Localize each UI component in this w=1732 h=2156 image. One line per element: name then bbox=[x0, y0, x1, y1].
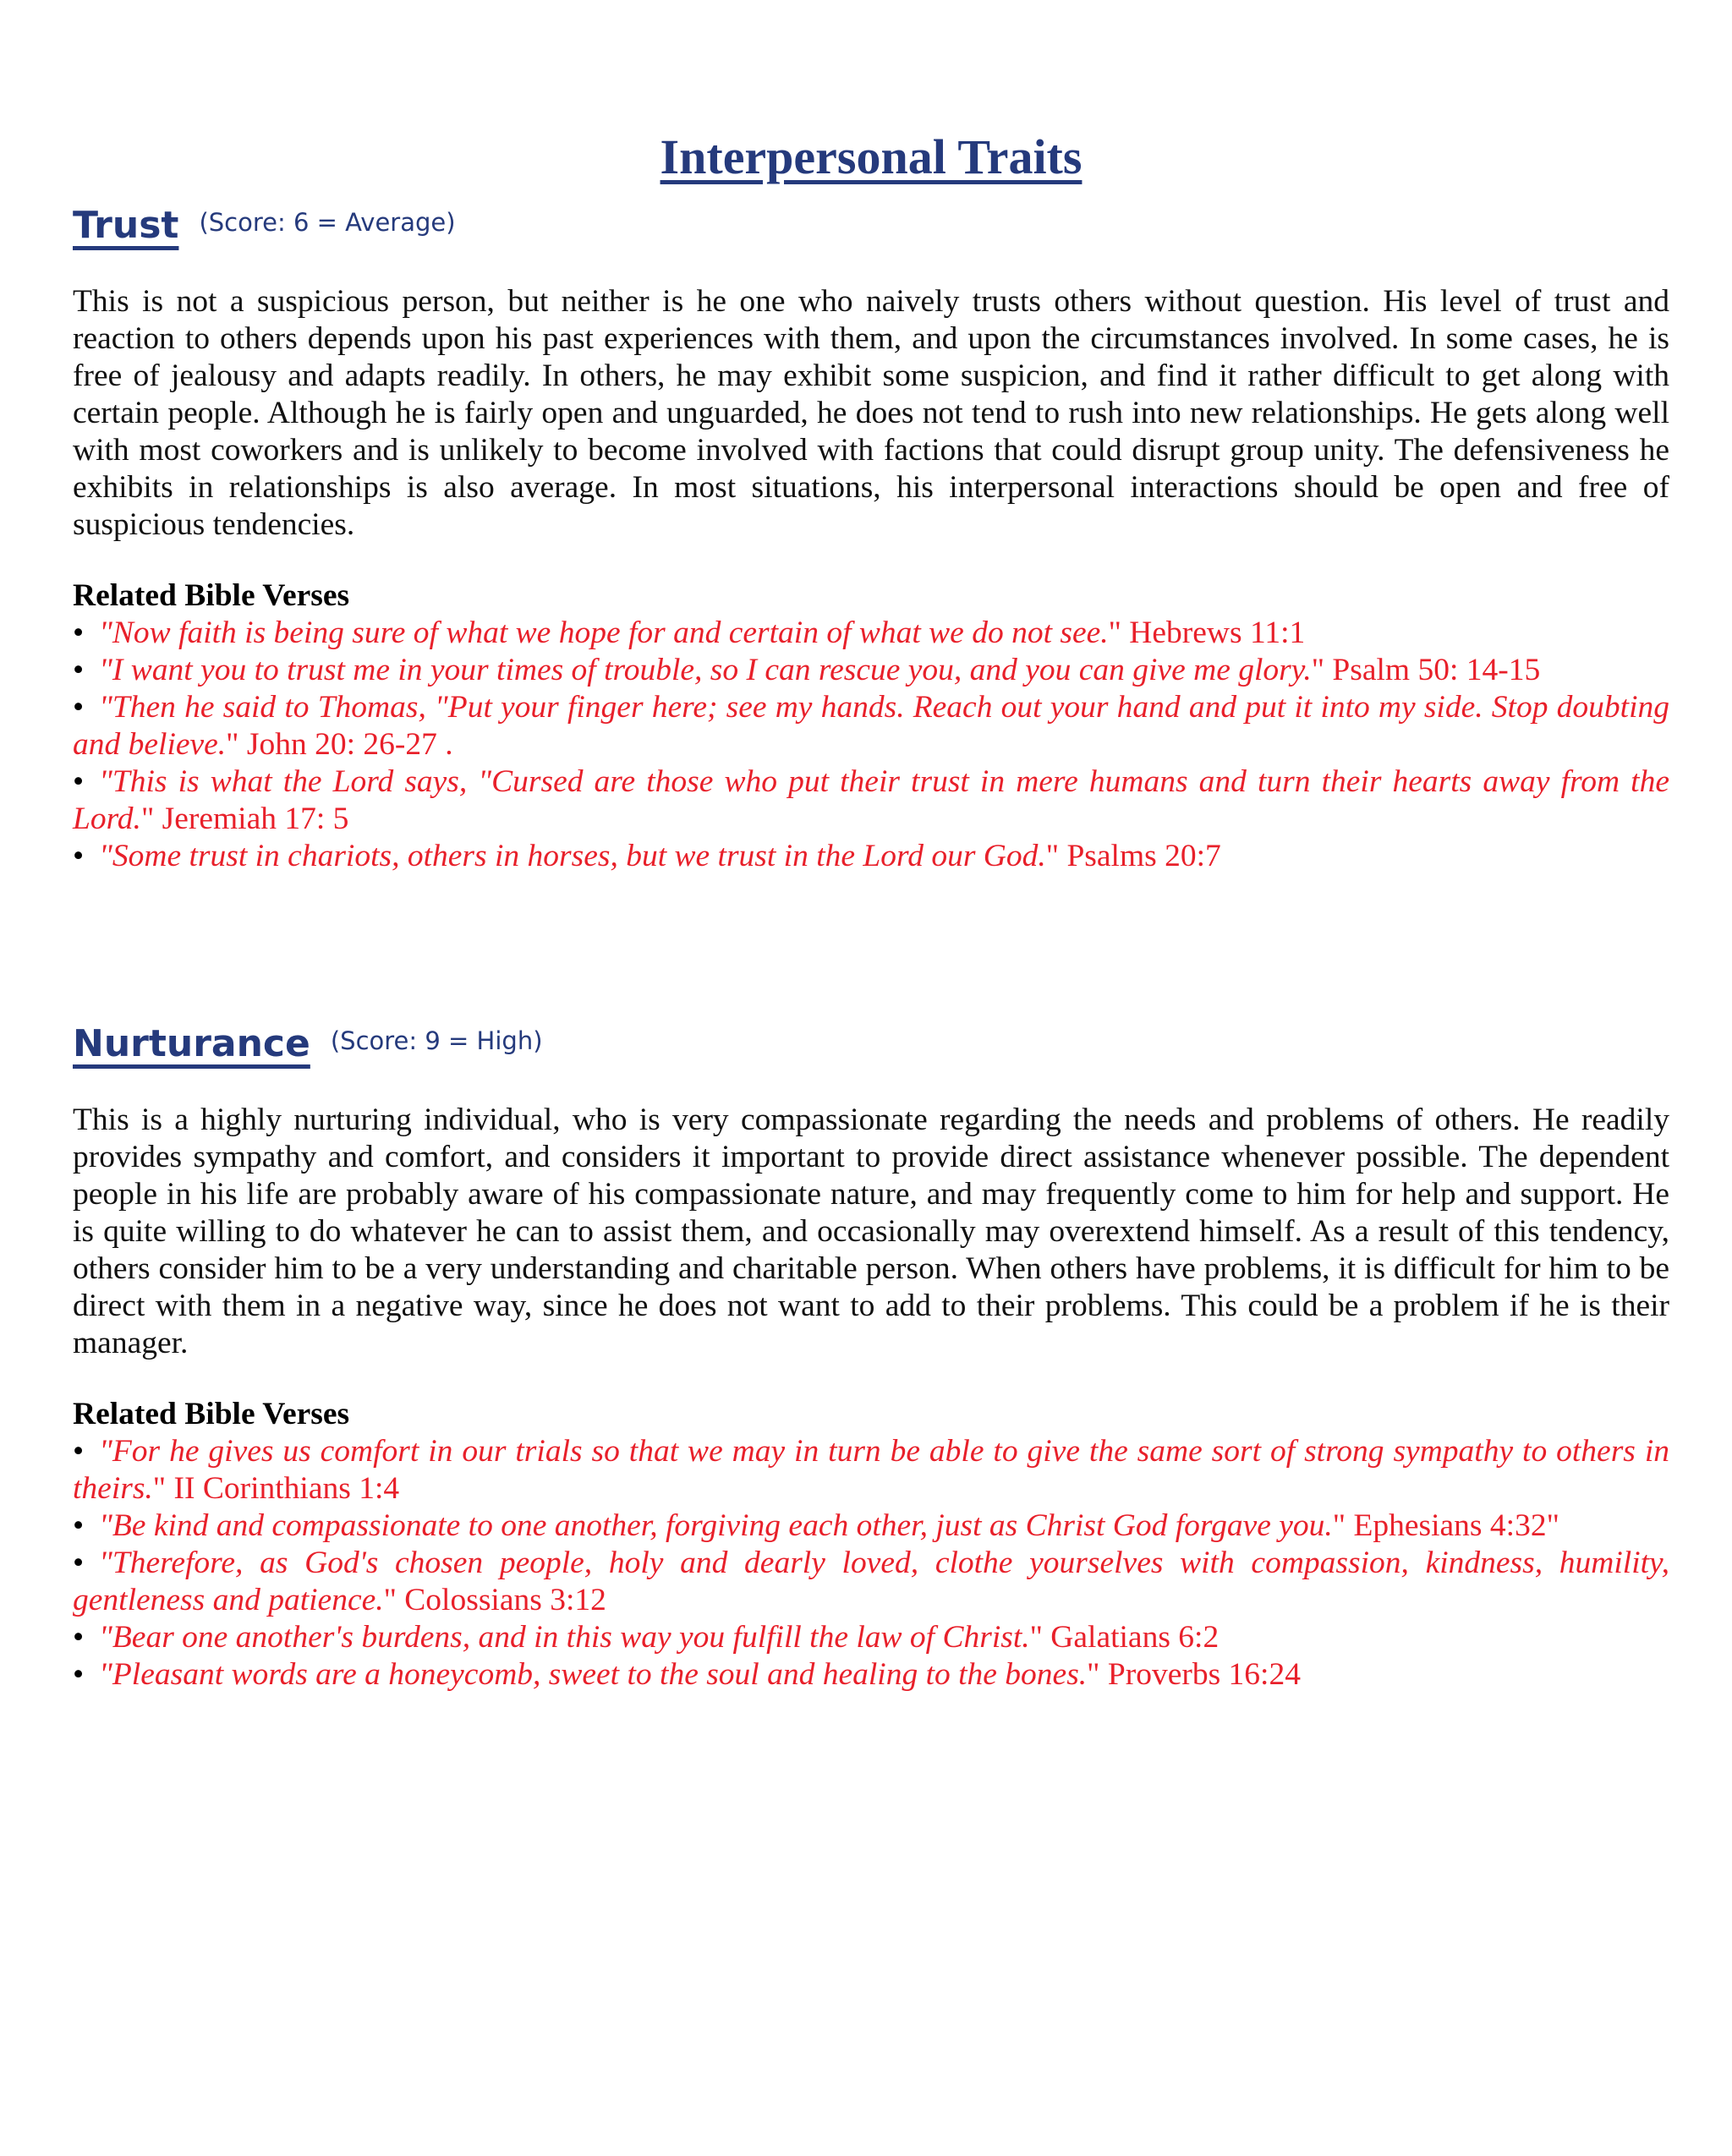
verse-item bbox=[73, 1545, 1669, 1619]
trait-description: This is not a suspicious person, but neither is he one who naively trusts others without question. His level of trust and reaction to others depends upon his past experiences with them, and upon the circumstances involved. In some cases, he is free of jealousy and adapts readily. In others, he may exhibit some suspicion, and find it rather difficult to get along with certain people. Although he is fairly open and unguarded, he does not tend to rush into new relationships. He gets along well with most coworkers and is unlikely to become involved with factions that could disrupt group unity. The defensiveness he exhibits in relationships is also average. In most situations, his interpersonal interactions should be open and free of suspicious tendencies. bbox=[73, 284, 1669, 542]
verse-reference: " Colossians 3:12 bbox=[383, 1583, 606, 1617]
bullet-icon: • bbox=[73, 1620, 85, 1655]
bullet-icon: • bbox=[73, 653, 85, 687]
verse-quote: "Therefore, as God's chosen people, holy and dearly loved, clothe yourselves with compassion, kindness, humility, gentleness and patience. bbox=[73, 1546, 1669, 1617]
bullet-icon: • bbox=[73, 616, 85, 650]
verse-reference: " Proverbs 16:24 bbox=[1087, 1657, 1301, 1692]
verse-list bbox=[73, 615, 1669, 875]
verse-reference: " Psalms 20:7 bbox=[1045, 839, 1221, 873]
verse-item bbox=[73, 689, 1669, 763]
verse-reference: " Jeremiah 17: 5 bbox=[140, 802, 349, 836]
trait-section-trust bbox=[73, 204, 1669, 875]
bullet-icon: • bbox=[73, 1546, 85, 1580]
verse-quote: "This is what the Lord says, "Cursed are those who put their trust in mere humans and turn their hearts away from the Lord. bbox=[73, 764, 1669, 836]
verse-reference: " Hebrews 11:1 bbox=[1108, 616, 1306, 650]
verse-item bbox=[73, 838, 1669, 875]
verse-item bbox=[73, 1508, 1669, 1545]
verse-item bbox=[73, 1656, 1669, 1694]
verse-quote: "Bear one another's burdens, and in this way you fulfill the law of Christ. bbox=[99, 1620, 1030, 1655]
verse-quote: "Pleasant words are a honeycomb, sweet to the soul and healing to the bones. bbox=[99, 1657, 1088, 1692]
verse-quote: "For he gives us comfort in our trials so that we may in turn be able to give the same sort of strong sympathy to others in theirs. bbox=[73, 1434, 1669, 1506]
trait-name: Trust bbox=[73, 204, 179, 247]
verse-item bbox=[73, 1433, 1669, 1508]
bullet-icon: • bbox=[73, 839, 85, 873]
trait-section-nurturance bbox=[73, 1022, 1669, 1694]
verse-item bbox=[73, 615, 1669, 652]
verse-quote: "Then he said to Thomas, "Put your finger here; see my hands. Reach out your hand and put it into my side. Stop doubting and believe. bbox=[73, 690, 1669, 762]
verse-item bbox=[73, 652, 1669, 689]
verse-reference: " Psalm 50: 14-15 bbox=[1311, 653, 1541, 687]
verse-quote: "Some trust in chariots, others in horses, but we trust in the Lord our God. bbox=[99, 839, 1046, 873]
verse-quote: "Now faith is being sure of what we hope for and certain of what we do not see. bbox=[99, 616, 1109, 650]
bullet-icon: • bbox=[73, 1657, 85, 1692]
trait-description: This is a highly nurturing individual, who is very compassionate regarding the needs and problems of others. He readily provides sympathy and comfort, and considers it important to provide direct assistance whenever possible. The dependent people in his life are probably aware of his compassionate nature, and may frequently come to him for help and support. He is quite willing to do whatever he can to assist them, and occasionally may overextend himself. As a result of this tendency, others consider him to be a very understanding and charitable person. When others have problems, it is difficult for him to be direct with them in a negative way, since he does not want to add to their problems. This could be a problem if he is their manager. bbox=[73, 1103, 1669, 1360]
trait-header bbox=[73, 204, 1669, 258]
verse-item bbox=[73, 1619, 1669, 1656]
verse-quote: "Be kind and compassionate to one another, forgiving each other, just as Christ God forgave you. bbox=[99, 1508, 1333, 1543]
related-verses-heading: Related Bible Verses bbox=[73, 578, 350, 613]
trait-name: Nurturance bbox=[73, 1022, 310, 1065]
verse-reference: " II Corinthians 1:4 bbox=[152, 1471, 400, 1506]
verse-reference: " Galatians 6:2 bbox=[1029, 1620, 1220, 1655]
trait-score: (Score: 6 = Average) bbox=[199, 208, 456, 237]
verse-reference: " John 20: 26-27 . bbox=[226, 727, 453, 762]
trait-score: (Score: 9 = High) bbox=[330, 1026, 543, 1055]
bullet-icon: • bbox=[73, 1508, 85, 1543]
verse-item bbox=[73, 763, 1669, 838]
trait-header bbox=[73, 1022, 1669, 1076]
verse-list bbox=[73, 1433, 1669, 1694]
page-title: Interpersonal Traits bbox=[660, 129, 1082, 184]
verse-quote: "I want you to trust me in your times of trouble, so I can rescue you, and you can give me glory. bbox=[99, 653, 1312, 687]
related-verses-heading: Related Bible Verses bbox=[73, 1397, 350, 1431]
bullet-icon: • bbox=[73, 690, 85, 725]
bullet-icon: • bbox=[73, 764, 85, 799]
verse-reference: " Ephesians 4:32" bbox=[1332, 1508, 1559, 1543]
bullet-icon: • bbox=[73, 1434, 85, 1469]
